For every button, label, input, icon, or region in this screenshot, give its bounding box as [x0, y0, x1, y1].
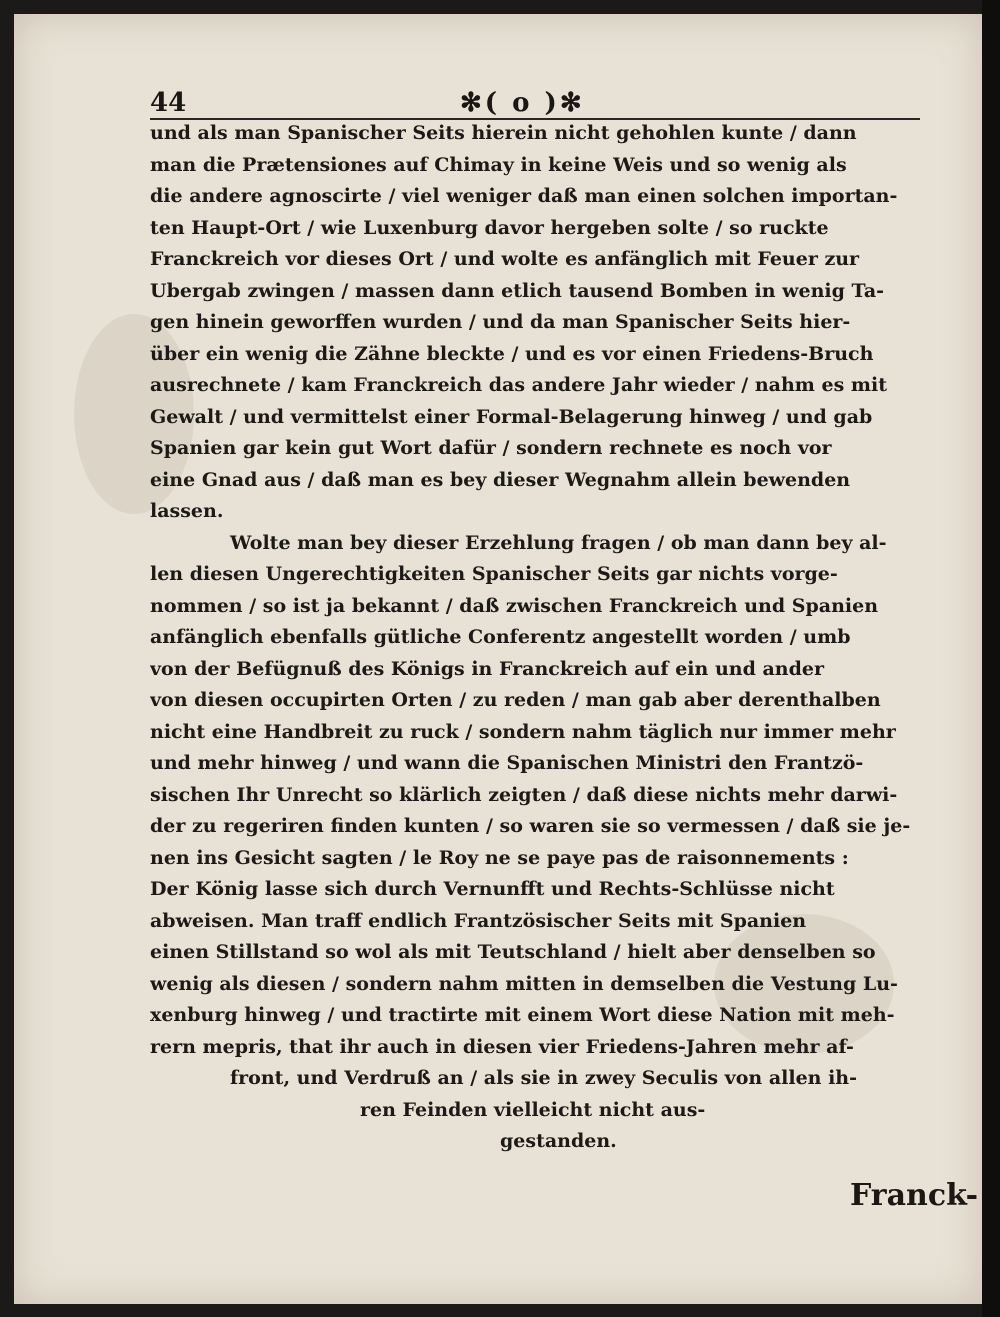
page-edge-shadow: [982, 0, 1000, 1317]
text-line: nicht eine Handbreit zu ruck / sondern nahm täglich nur immer mehr: [150, 720, 896, 743]
text-line: anfänglich ebenfalls gütliche Conferentz angestellt worden / umb: [150, 626, 851, 648]
paragraph-start-line: Wolte man bey dieser Erzehlung fragen / ob man dann bey al-: [230, 531, 887, 554]
text-line: nommen / so ist ja bekannt / daß zwischen Franckreich und Spanien: [150, 594, 879, 617]
text-line: sischen Ihr Unrecht so klärlich zeigten / daß diese nichts mehr darwi-: [150, 783, 898, 806]
text-line: gen hinein geworffen wurden / und da man Spanischer Seits hier-: [150, 311, 851, 333]
text-line: gestanden.: [500, 1130, 617, 1152]
text-line: die andere agnoscirte / viel weniger daß man einen solchen importan-: [150, 185, 898, 207]
text-line: lassen.: [150, 500, 224, 522]
text-line: len diesen Ungerechtigkeiten Spanischer Seits gar nichts vorge-: [150, 563, 838, 585]
text-line: und als man Spanischer Seits hierein nicht gehohlen kunte / dann: [150, 122, 857, 144]
page-number: 44: [150, 88, 187, 118]
body-text: [150, 118, 970, 1158]
text-line: Der König lasse sich durch Vernunfft und Rechts-Schlüsse nicht: [150, 878, 835, 900]
text-line: ten Haupt-Ort / wie Luxenburg davor hergeben solte / so ruckte: [150, 216, 829, 239]
text-line: Gewalt / und vermittelst einer Formal-Belagerung hinweg / und gab: [150, 405, 873, 428]
text-line: und mehr hinweg / und wann die Spanischen Ministri den Frantzö-: [150, 752, 864, 774]
text-line: abweisen. Man traff endlich Frantzösischer Seits mit Spanien: [150, 909, 807, 932]
text-line: von der Befügnuß des Königs in Franckreich auf ein und ander: [150, 657, 824, 680]
page-header: [150, 88, 920, 122]
text-line: Ubergab zwingen / massen dann etlich tausend Bomben in wenig Ta-: [150, 279, 885, 302]
text-line: der zu regeriren finden kunten / so waren sie so vermessen / daß sie je-: [150, 815, 911, 837]
text-line: rern mepris, that ihr auch in diesen vier Friedens-Jahren mehr af-: [150, 1035, 854, 1058]
catchword: Franck-: [850, 1178, 979, 1213]
text-line: Franckreich vor dieses Ort / und wolte es anfänglich mit Feuer zur: [150, 248, 860, 270]
text-line: über ein wenig die Zähne bleckte / und es vor einen Friedens-Bruch: [150, 342, 874, 365]
text-line: nen ins Gesicht sagten / le Roy ne se paye pas de raisonnements :: [150, 846, 849, 869]
text-line: man die Prætensiones auf Chimay in keine Weis und so wenig als: [150, 153, 847, 176]
text-line: von diesen occupirten Orten / zu reden / man gab aber derenthalben: [150, 689, 881, 711]
text-line: front, und Verdruß an / als sie in zwey Seculis von allen ih-: [230, 1067, 858, 1089]
text-line: ausrechnete / kam Franckreich das andere Jahr wieder / nahm es mit: [150, 374, 888, 396]
text-line: einen Stillstand so wol als mit Teutschland / hielt aber denselben so: [150, 941, 876, 963]
text-line: ren Feinden vielleicht nicht aus-: [360, 1098, 706, 1121]
text-line: Spanien gar kein gut Wort dafür / sondern rechnete es noch vor: [150, 437, 832, 459]
header-ornament: ✻( o )✻: [460, 88, 585, 118]
text-line: xenburg hinweg / und tractirte mit einem Wort diese Nation mit meh-: [150, 1004, 895, 1026]
text-line: wenig als diesen / sondern nahm mitten in demselben die Vestung Lu-: [150, 972, 898, 995]
text-line: eine Gnad aus / daß man es bey dieser Wegnahm allein bewenden: [150, 468, 851, 491]
